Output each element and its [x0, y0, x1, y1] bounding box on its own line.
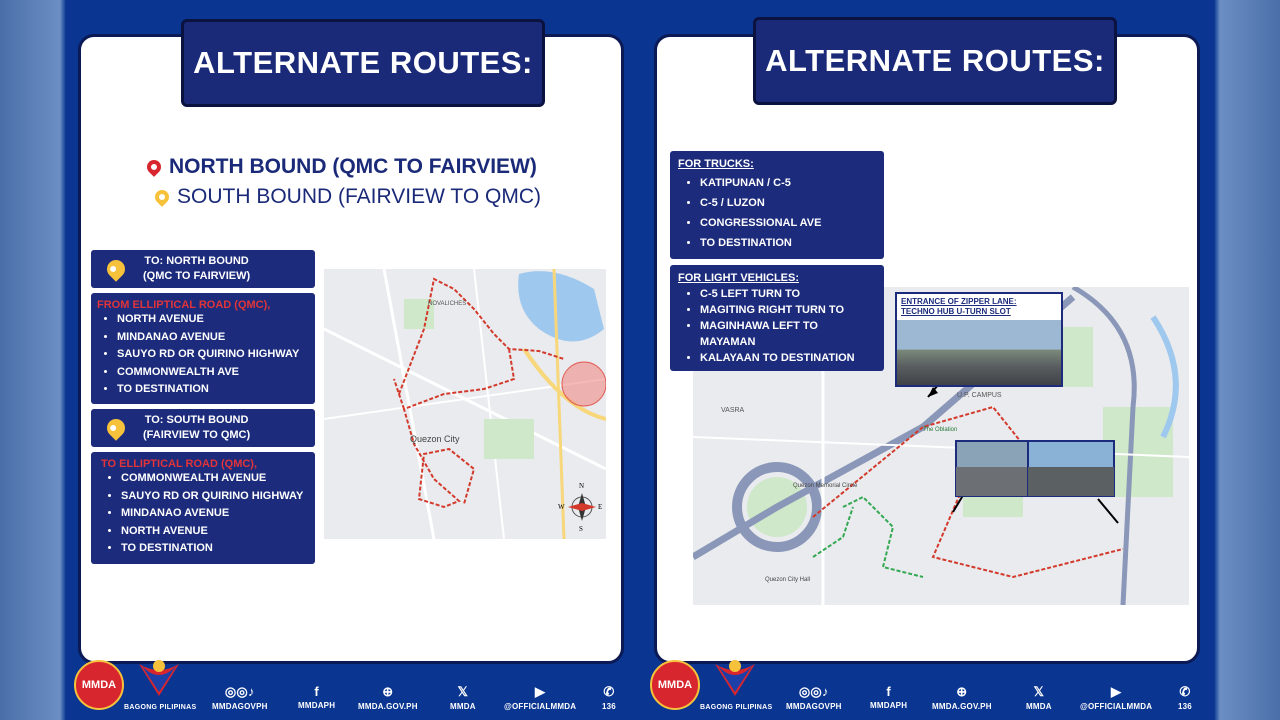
youtube-link[interactable]: ▶ @OFFICIALMMDA	[1080, 684, 1153, 711]
compass-e: E	[598, 503, 603, 511]
zipper-line2: TECHNO HUB U-TURN SLOT	[901, 307, 1011, 316]
trucks-steps	[678, 173, 876, 253]
list-item: • KATIPUNAN / C-5	[700, 173, 876, 193]
north-route-box	[91, 293, 315, 404]
x-icon: 𝕏	[457, 684, 469, 699]
list-item: • MINDANAO AVENUE	[117, 329, 311, 347]
light-steps	[678, 286, 876, 366]
list-item: • C-5 / LUZON	[700, 193, 876, 213]
compass-w: W	[558, 503, 565, 511]
south-route-box	[91, 452, 315, 564]
list-item: • SAUYO RD OR QUIRINO HIGHWAY	[121, 488, 311, 506]
right-panel	[654, 34, 1200, 664]
compass-n: N	[579, 482, 585, 490]
south-to-label: TO ELLIPTICAL ROAD (QMC),	[101, 458, 258, 470]
footer-right	[640, 664, 1216, 720]
list-item: • MAGINHAWA LEFT TO MAYAMAN	[700, 318, 876, 350]
zipper-lane-callout	[895, 292, 1063, 387]
youtube-link[interactable]: ▶ @OFFICIALMMDA	[504, 684, 577, 711]
map-label-oblation: The Oblation	[923, 427, 958, 433]
north-steps	[95, 311, 311, 399]
facebook-link[interactable]: f MMDAPH	[870, 684, 908, 710]
left-panel	[78, 34, 624, 664]
right-title: ALTERNATE ROUTES:	[753, 17, 1117, 105]
website-link[interactable]: ⊕ MMDA.GOV.PH	[932, 684, 992, 711]
list-item: • C-5 LEFT TURN TO	[700, 286, 876, 302]
light-header: FOR LIGHT VEHICLES:	[678, 272, 799, 284]
map-label-city: Quezon City	[410, 434, 460, 444]
x-link[interactable]: 𝕏 MMDA	[450, 684, 476, 711]
list-item: • TO DESTINATION	[117, 381, 311, 399]
trucks-box	[670, 151, 884, 259]
zipper-line1: ENTRANCE OF ZIPPER LANE:	[901, 297, 1017, 306]
list-item: • COMMONWEALTH AVENUE	[121, 470, 311, 488]
bagong-pilipinas-logo	[710, 656, 760, 702]
phone-icon: ✆	[603, 684, 615, 699]
facebook-icon: f	[314, 684, 319, 699]
globe-icon: ⊕	[956, 684, 968, 699]
legend-north	[147, 155, 537, 179]
social-icons-link[interactable]: ◎◎♪ MMDAGOVPH	[212, 684, 268, 711]
phone-link[interactable]: ✆ 136	[1178, 684, 1192, 711]
legend-north-label: NORTH BOUND (QMC TO FAIRVIEW)	[169, 155, 537, 178]
compass-s: S	[579, 525, 583, 533]
north-header-line1: TO: NORTH BOUND	[144, 255, 249, 267]
yellow-pin-icon	[103, 256, 128, 281]
list-item: • TO DESTINATION	[121, 540, 311, 558]
south-steps	[95, 470, 311, 558]
bp-text: BAGONG PILIPINAS	[700, 704, 773, 711]
phone-link[interactable]: ✆ 136	[602, 684, 616, 711]
website-link[interactable]: ⊕ MMDA.GOV.PH	[358, 684, 418, 711]
youtube-icon: ▶	[534, 684, 546, 699]
facebook-icon: f	[886, 684, 891, 699]
legend-south	[155, 185, 541, 209]
north-header	[91, 250, 315, 288]
trucks-header: FOR TRUCKS:	[678, 158, 754, 170]
route-map-left[interactable]	[324, 269, 606, 539]
x-icon: 𝕏	[1033, 684, 1045, 699]
footer-left	[64, 664, 640, 720]
map-label-vasra: VASRA	[721, 407, 745, 414]
youtube-icon: ▶	[1110, 684, 1122, 699]
list-item: • NORTH AVENUE	[121, 523, 311, 541]
bp-text: BAGONG PILIPINAS	[124, 704, 197, 711]
mmda-logo: MMDA	[74, 660, 124, 710]
social-icons: ◎◎♪	[798, 684, 829, 699]
yellow-pin-icon	[103, 415, 128, 440]
list-item: • TO DESTINATION	[700, 233, 876, 253]
south-header-line2: (FAIRVIEW TO QMC)	[143, 429, 251, 441]
map-label-circle: Quezon Memorial Circle	[793, 483, 858, 489]
zipper-photo	[897, 320, 1061, 385]
north-from-label: FROM ELLIPTICAL ROAD (QMC),	[97, 299, 271, 311]
south-header-line1: TO: SOUTH BOUND	[144, 414, 249, 426]
social-icons: ◎◎♪	[224, 684, 255, 699]
light-vehicles-box	[670, 265, 884, 371]
map-canvas	[324, 269, 606, 539]
yellow-pin-icon	[152, 187, 172, 207]
facebook-link[interactable]: f MMDAPH	[298, 684, 336, 710]
left-title: ALTERNATE ROUTES:	[181, 19, 545, 107]
x-link[interactable]: 𝕏 MMDA	[1026, 684, 1052, 711]
social-icons-link[interactable]: ◎◎♪ MMDAGOVPH	[786, 684, 842, 711]
map-label-campus: U.P. CAMPUS	[957, 392, 1002, 399]
list-item: • NORTH AVENUE	[117, 311, 311, 329]
list-item: • CONGRESSIONAL AVE	[700, 213, 876, 233]
list-item: • COMMONWEALTH AVE	[117, 364, 311, 382]
map-label-city-hall: Quezon City Hall	[765, 577, 811, 583]
bagong-pilipinas-logo	[134, 656, 184, 702]
globe-icon: ⊕	[382, 684, 394, 699]
list-item: • SAUYO RD OR QUIRINO HIGHWAY	[117, 346, 311, 364]
map-label-novaliches: NOVALICHES	[428, 301, 467, 307]
south-header	[91, 409, 315, 447]
list-item: • MINDANAO AVENUE	[121, 505, 311, 523]
red-pin-icon	[144, 157, 164, 177]
mmda-logo: MMDA	[650, 660, 700, 710]
north-header-line2: (QMC TO FAIRVIEW)	[143, 270, 251, 282]
legend-south-label: SOUTH BOUND (FAIRVIEW TO QMC)	[177, 185, 542, 208]
phone-icon: ✆	[1179, 684, 1191, 699]
list-item: • MAGITING RIGHT TURN TO	[700, 302, 876, 318]
list-item: • KALAYAAN TO DESTINATION	[700, 350, 876, 366]
